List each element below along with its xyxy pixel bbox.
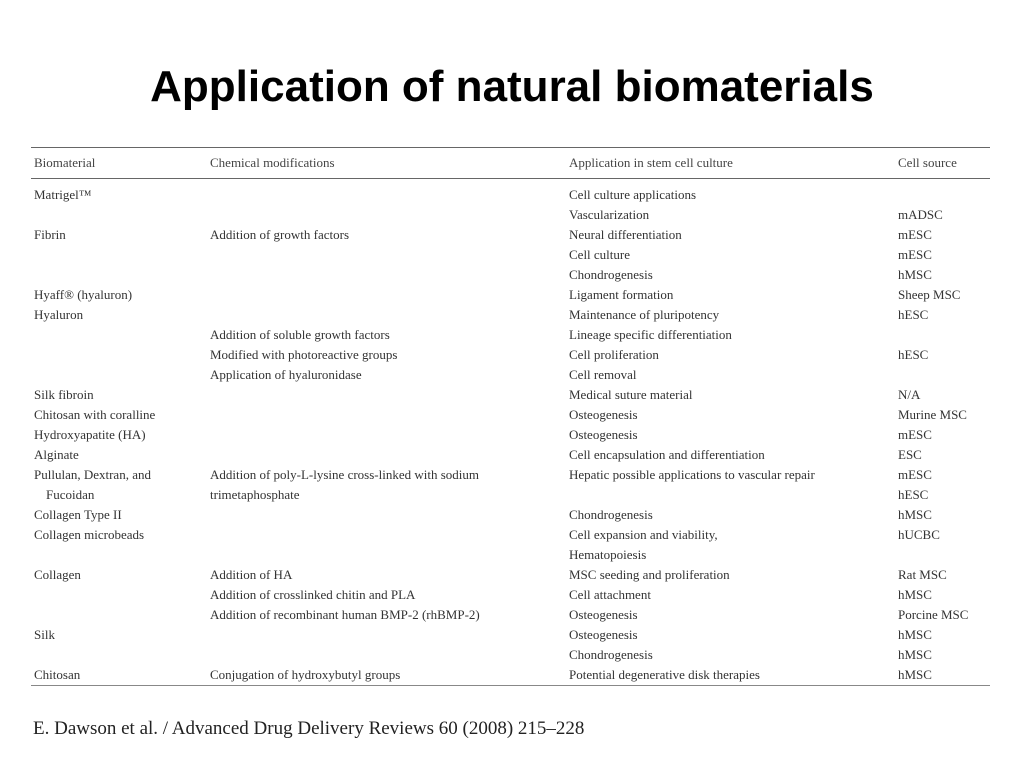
table-row <box>31 545 990 565</box>
table-row <box>31 605 990 625</box>
cell-biomaterial <box>31 265 207 285</box>
cell-biomaterial: Chitosan <box>31 665 207 686</box>
table-row <box>31 179 990 206</box>
cell-source: hESC <box>898 307 929 322</box>
cell-biomaterial: Collagen Type II <box>34 507 122 522</box>
header-row <box>31 148 990 179</box>
cell-application: Cell removal <box>569 367 637 382</box>
cell-source <box>895 179 990 206</box>
cell-source: ESC <box>898 447 922 462</box>
cell-source: Murine MSC <box>898 407 967 422</box>
slide-title: Application of natural biomaterials <box>150 62 874 111</box>
cell-biomaterial <box>31 645 207 665</box>
cell-application: Ligament formation <box>569 287 674 302</box>
cell-biomaterial <box>31 585 207 605</box>
cell-application: Cell attachment <box>569 587 651 602</box>
table-row <box>31 365 990 385</box>
table-row <box>31 225 990 245</box>
cell-source: hMSC <box>895 665 990 686</box>
table-body <box>31 179 990 686</box>
cell-chemical-modification: Addition of growth factors <box>210 227 350 242</box>
cell-chemical-modification <box>207 445 566 465</box>
header-application: Application in stem cell culture <box>566 148 895 179</box>
table-row <box>31 505 990 525</box>
cell-source: Rat MSC <box>898 567 947 582</box>
cell-biomaterial: Alginate <box>34 447 79 462</box>
table-row <box>31 445 990 465</box>
cell-chemical-modification: Addition of poly-L-lysine cross-linked with sodium <box>210 467 480 482</box>
cell-source: hMSC <box>898 507 932 522</box>
cell-application: Chondrogenesis <box>569 647 653 662</box>
table-row <box>31 405 990 425</box>
cell-source: N/A <box>898 387 921 402</box>
cell-biomaterial: Matrigel™ <box>34 187 92 202</box>
table-row <box>31 625 990 645</box>
cell-chemical-modification <box>207 525 566 545</box>
cell-chemical-modification <box>207 245 566 265</box>
cell-chemical-modification: Addition of recombinant human BMP-2 (rhBMP-2) <box>210 607 480 622</box>
table-row <box>31 565 990 585</box>
cell-biomaterial: Hyaluron <box>34 307 84 322</box>
table-row <box>31 585 990 605</box>
cell-chemical-modification: Conjugation of hydroxybutyl groups <box>207 665 566 686</box>
table-row <box>31 205 990 225</box>
cell-chemical-modification <box>207 625 566 645</box>
cell-biomaterial <box>31 545 207 565</box>
table-row <box>31 665 990 686</box>
cell-source: hESC <box>898 347 929 362</box>
cell-application: MSC seeding and proliferation <box>569 567 730 582</box>
cell-application: Lineage specific differentiation <box>569 327 732 342</box>
cell-source: hMSC <box>898 647 932 662</box>
table-header <box>31 148 990 179</box>
cell-application: Neural differentiation <box>569 227 682 242</box>
cell-chemical-modification <box>207 505 566 525</box>
cell-chemical-modification <box>207 285 566 305</box>
cell-source: mESC <box>898 227 932 242</box>
cell-application: Chondrogenesis <box>569 267 653 282</box>
table-row <box>31 305 990 325</box>
cell-chemical-modification: Modified with photoreactive groups <box>210 347 398 362</box>
cell-application: Cell encapsulation and differentiation <box>569 447 765 462</box>
header-cell-source: Cell source <box>895 148 990 179</box>
cell-source <box>895 545 990 565</box>
cell-application: Maintenance of pluripotency <box>569 307 720 322</box>
biomaterials-table-container <box>31 147 990 686</box>
cell-source: Porcine MSC <box>898 607 969 622</box>
citation: E. Dawson et al. / Advanced Drug Delivery Reviews 60 (2008) 215–228 <box>33 718 585 739</box>
header-chemical-modifications: Chemical modifications <box>207 148 566 179</box>
cell-application: Hepatic possible applications to vascular repair <box>569 467 815 482</box>
cell-application: Chondrogenesis <box>569 507 653 522</box>
cell-source <box>895 365 990 385</box>
cell-biomaterial <box>31 245 207 265</box>
cell-source <box>895 325 990 345</box>
cell-chemical-modification <box>207 425 566 445</box>
cell-biomaterial: Fibrin <box>34 227 66 242</box>
cell-application <box>566 485 895 505</box>
cell-biomaterial <box>31 325 207 345</box>
cell-biomaterial <box>31 365 207 385</box>
table-row <box>31 265 990 285</box>
cell-chemical-modification: trimetaphosphate <box>210 487 300 502</box>
cell-biomaterial: Chitosan with coralline <box>34 407 156 422</box>
cell-biomaterial <box>31 345 207 365</box>
cell-source: hMSC <box>898 627 932 642</box>
cell-biomaterial: Silk <box>34 627 55 642</box>
cell-application: Osteogenesis <box>569 407 638 422</box>
cell-biomaterial: Pullulan, Dextran, and <box>34 467 151 482</box>
table-row <box>31 245 990 265</box>
biomaterials-table <box>31 147 990 686</box>
cell-biomaterial: Hyaff® (hyaluron) <box>34 287 133 302</box>
table-row <box>31 645 990 665</box>
cell-application: Cell proliferation <box>569 347 659 362</box>
cell-chemical-modification: Addition of crosslinked chitin and PLA <box>210 587 416 602</box>
table-row <box>31 525 990 545</box>
cell-chemical-modification <box>207 645 566 665</box>
cell-application: Cell culture applications <box>569 187 697 202</box>
table-row <box>31 325 990 345</box>
cell-source: mESC <box>898 467 932 482</box>
cell-biomaterial: Hydroxyapatite (HA) <box>34 427 146 442</box>
table-row <box>31 285 990 305</box>
cell-source: mESC <box>898 247 932 262</box>
table-row <box>31 345 990 365</box>
cell-chemical-modification <box>207 385 566 405</box>
cell-biomaterial: Fucoidan <box>46 487 95 502</box>
cell-source: hMSC <box>898 267 932 282</box>
cell-chemical-modification: Addition of soluble growth factors <box>210 327 390 342</box>
cell-source: Sheep MSC <box>898 287 961 302</box>
cell-source: hUCBC <box>898 527 940 542</box>
cell-source: hMSC <box>898 587 932 602</box>
cell-biomaterial <box>31 605 207 625</box>
cell-application: Cell culture <box>569 247 631 262</box>
cell-application: Osteogenesis <box>569 427 638 442</box>
cell-application: Vascularization <box>569 207 650 222</box>
cell-application: Potential degenerative disk therapies <box>566 665 895 686</box>
cell-application: Osteogenesis <box>569 627 638 642</box>
cell-biomaterial: Collagen microbeads <box>34 527 145 542</box>
table-row <box>31 465 990 485</box>
cell-chemical-modification <box>207 179 566 206</box>
cell-source: mADSC <box>898 207 943 222</box>
cell-application: Hematopoiesis <box>569 547 647 562</box>
cell-chemical-modification <box>207 265 566 285</box>
cell-chemical-modification <box>207 405 566 425</box>
cell-chemical-modification <box>207 205 566 225</box>
cell-application: Osteogenesis <box>569 607 638 622</box>
cell-chemical-modification: Application of hyaluronidase <box>210 367 362 382</box>
cell-chemical-modification <box>207 545 566 565</box>
header-biomaterial: Biomaterial <box>31 148 207 179</box>
cell-application: Medical suture material <box>569 387 693 402</box>
cell-chemical-modification: Addition of HA <box>210 567 293 582</box>
table-row <box>31 425 990 445</box>
cell-biomaterial <box>31 205 207 225</box>
cell-application: Cell expansion and viability, <box>569 527 718 542</box>
table-row <box>31 485 990 505</box>
cell-chemical-modification <box>207 305 566 325</box>
cell-biomaterial: Silk fibroin <box>34 387 94 402</box>
cell-source: mESC <box>898 427 932 442</box>
table-row <box>31 385 990 405</box>
cell-biomaterial: Collagen <box>34 567 81 582</box>
cell-source: hESC <box>898 487 929 502</box>
